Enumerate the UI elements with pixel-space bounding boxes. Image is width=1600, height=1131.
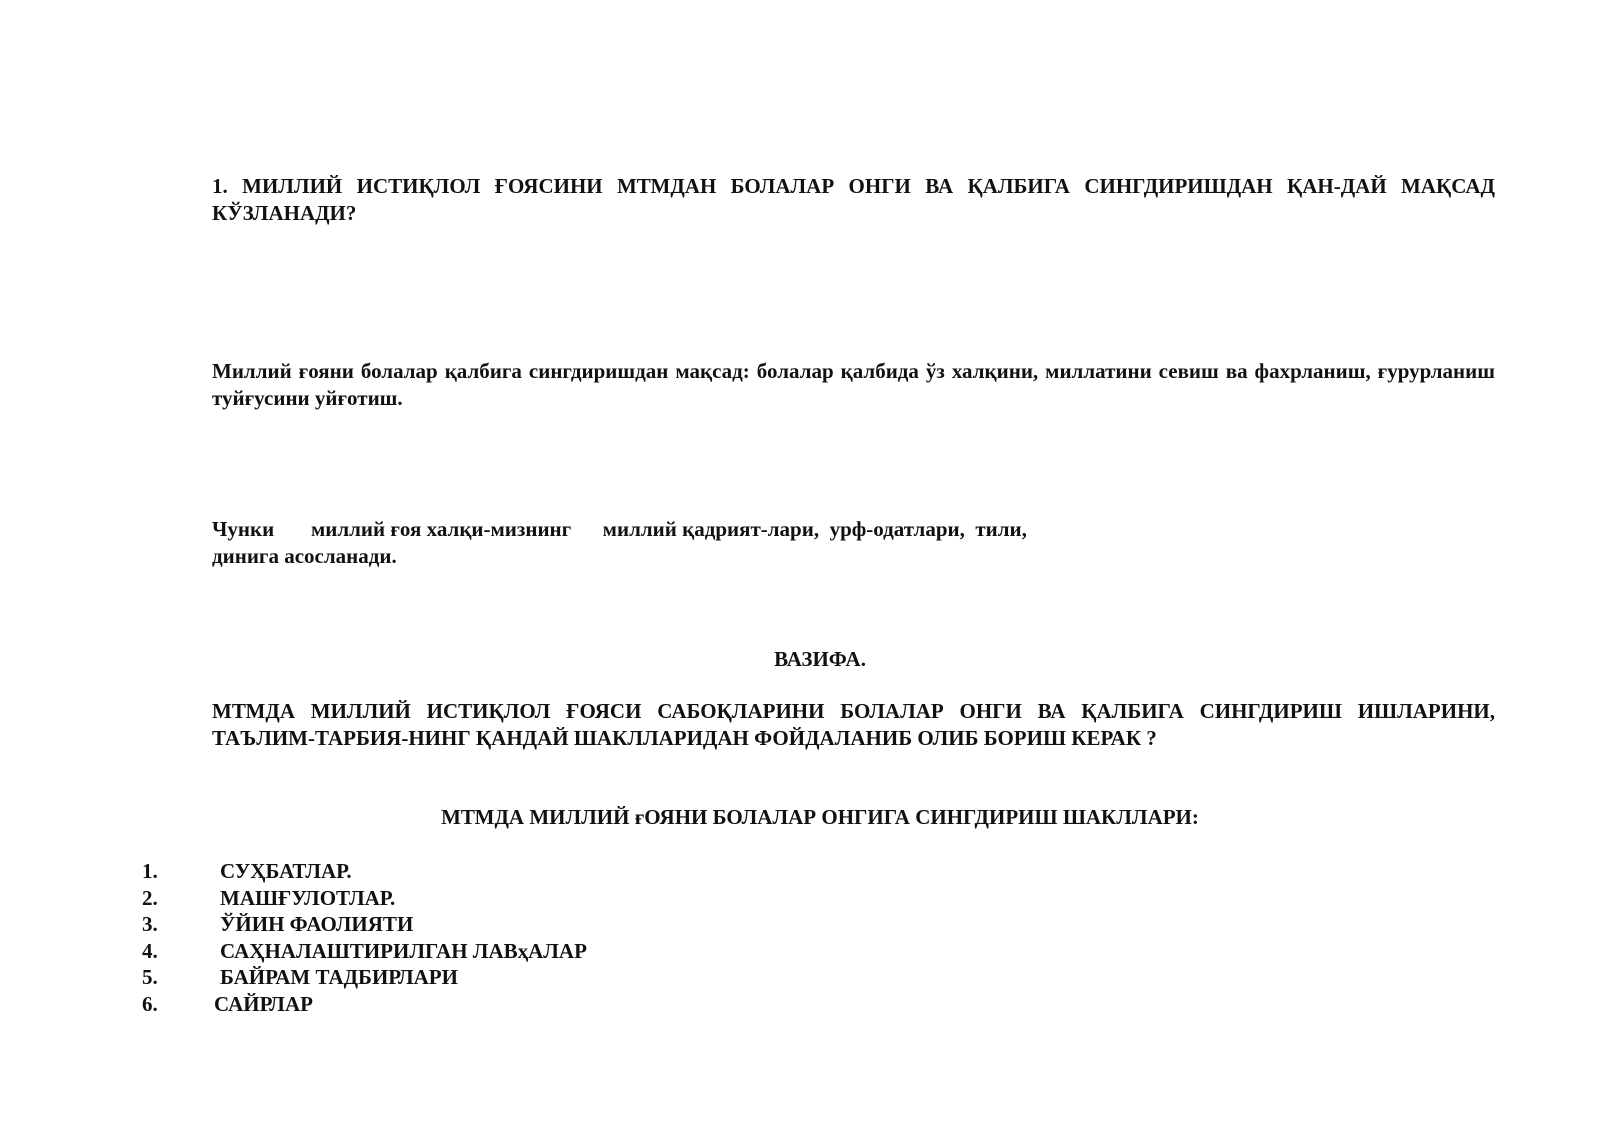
- list-item-text: БАЙРАМ ТАДБИРЛАРИ: [220, 965, 458, 989]
- list-item-text: ЎЙИН ФАОЛИЯТИ: [220, 912, 414, 936]
- answer-paragraph: Миллий ғояни болалар қалбига сингдиришдан мақсад: болалар қалбида ўз халқини, миллатини севиш ва фахрланиш, ғурурланиш туйғусини уйғотиш.: [212, 359, 1495, 410]
- list-item-number: 4.: [142, 938, 158, 963]
- list-item-text: САҲНАЛАШТИРИЛГАН ЛАВҳАЛАР: [220, 938, 587, 963]
- list-item-number: 2.: [142, 885, 158, 910]
- list-item-number: 3.: [142, 912, 158, 936]
- task-heading: ВАЗИФА.: [774, 647, 866, 671]
- reason-line-2: динига асосланади.: [212, 544, 397, 568]
- list-item-text: САЙРЛАР: [214, 991, 313, 1016]
- list-item: [142, 885, 587, 912]
- reason-paragraph: [212, 516, 1495, 570]
- list-item: [142, 964, 587, 991]
- list-item-number: 1.: [142, 859, 158, 883]
- task-paragraph: МТМДА МИЛЛИЙ ИСТИҚЛОЛ ҒОЯСИ САБОҚЛАРИНИ БОЛАЛАР ОНГИ ВА ҚАЛБИГА СИНГДИРИШ ИШЛАРИНИ, ТАЪЛИМ-ТАРБИЯ-НИНГ ҚАНДАЙ ШАКЛЛАРИДАН ФОЙДАЛАНИБ ОЛИБ БОРИШ КЕРАК ?: [212, 699, 1495, 750]
- forms-list: [142, 858, 587, 1017]
- list-item: [142, 911, 587, 938]
- list-item-number: 5.: [142, 965, 158, 989]
- question-heading: 1. МИЛЛИЙ ИСТИҚЛОЛ ҒОЯСИНИ МТМДАН БОЛАЛАР ОНГИ ВА ҚАЛБИГА СИНГДИРИШДАН ҚАН-ДАЙ МАҚСАД КЎЗЛАНАДИ?: [212, 174, 1495, 225]
- list-item: [142, 858, 587, 885]
- list-item-number: 6.: [142, 991, 158, 1016]
- list-item: [142, 938, 587, 965]
- forms-heading: МТМДА МИЛЛИЙ ғОЯНИ БОЛАЛАР ОНГИГА СИНГДИРИШ ШАКЛЛАРИ:: [441, 805, 1199, 829]
- list-item-text: СУҲБАТЛАР.: [220, 859, 352, 883]
- list-item: [142, 991, 587, 1018]
- reason-line-1: Чунки миллий ғоя халқи-мизнинг миллий қадрият-лари, урф-одатлари, тили,: [212, 517, 1027, 541]
- list-item-text: МАШҒУЛОТЛАР.: [220, 885, 396, 910]
